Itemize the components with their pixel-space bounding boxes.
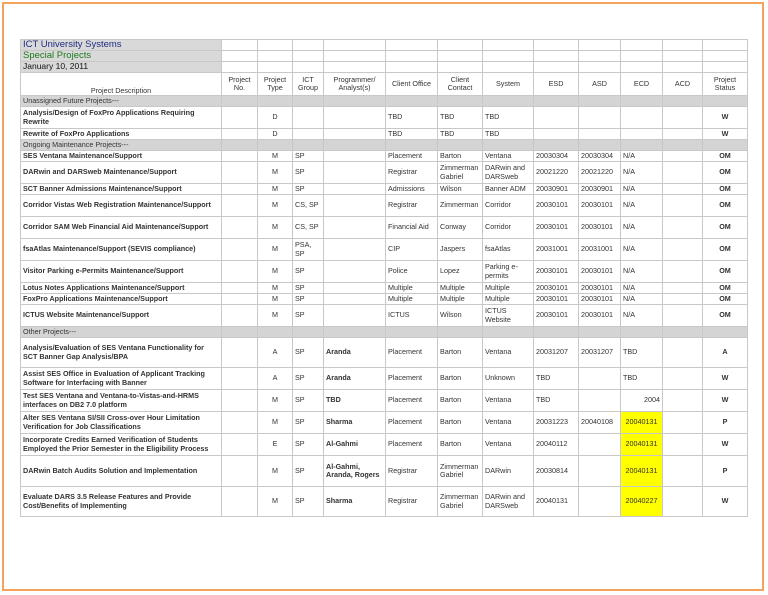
header-ecd: ECD xyxy=(621,73,663,96)
ict-group: SP xyxy=(293,261,324,283)
acd xyxy=(663,456,703,487)
esd: TBD xyxy=(534,390,579,412)
project-status: OM xyxy=(703,195,748,217)
system: TBD xyxy=(483,129,534,140)
project-status: P xyxy=(703,456,748,487)
esd: 20021220 xyxy=(534,162,579,184)
ict-group: SP xyxy=(293,390,324,412)
ecd: N/A xyxy=(621,162,663,184)
project-type: E xyxy=(258,434,293,456)
acd xyxy=(663,283,703,294)
ict-group: SP xyxy=(293,412,324,434)
ecd: 20040227 xyxy=(621,487,663,517)
client-contact: Zimmerman Gabriel xyxy=(438,487,483,517)
project-status: A xyxy=(703,338,748,368)
client-contact: Zimmerman Gabriel xyxy=(438,162,483,184)
project-no xyxy=(222,217,258,239)
client-contact: Multiple xyxy=(438,283,483,294)
project-description: SCT Banner Admissions Maintenance/Support xyxy=(21,184,222,195)
client-office: TBD xyxy=(386,107,438,129)
sheet-date: January 10, 2011 xyxy=(23,61,89,72)
client-office: Registrar xyxy=(386,487,438,517)
table-row xyxy=(21,338,748,368)
table-row xyxy=(21,184,748,195)
project-description: Rewrite of FoxPro Applications xyxy=(21,129,222,140)
project-type: M xyxy=(258,184,293,195)
table-row xyxy=(21,151,748,162)
project-type: A xyxy=(258,368,293,390)
client-office: Placement xyxy=(386,151,438,162)
ict-group: SP xyxy=(293,184,324,195)
client-office: Registrar xyxy=(386,456,438,487)
project-type: M xyxy=(258,294,293,305)
analyst xyxy=(324,184,386,195)
asd: 20031001 xyxy=(579,239,621,261)
client-contact: Barton xyxy=(438,151,483,162)
analyst xyxy=(324,294,386,305)
header-description: Project Description xyxy=(21,73,222,96)
ict-group xyxy=(293,107,324,129)
asd: 20030101 xyxy=(579,283,621,294)
project-status: W xyxy=(703,487,748,517)
client-office: Admissions xyxy=(386,184,438,195)
section-unassigned xyxy=(21,96,748,107)
system: Ventana xyxy=(483,434,534,456)
system: Multiple xyxy=(483,294,534,305)
project-no xyxy=(222,390,258,412)
header-row xyxy=(21,73,748,96)
ict-group: SP xyxy=(293,162,324,184)
ecd xyxy=(621,107,663,129)
acd xyxy=(663,239,703,261)
analyst xyxy=(324,129,386,140)
ecd: N/A xyxy=(621,305,663,327)
esd: 20030101 xyxy=(534,261,579,283)
ecd: N/A xyxy=(621,151,663,162)
system: DARwin xyxy=(483,456,534,487)
ecd: N/A xyxy=(621,195,663,217)
client-contact: Zimmerman xyxy=(438,195,483,217)
project-type: M xyxy=(258,487,293,517)
ecd: N/A xyxy=(621,184,663,195)
header-client-contact: Client Contact xyxy=(438,73,483,96)
project-no xyxy=(222,283,258,294)
system: ICTUS Website xyxy=(483,305,534,327)
project-status: OM xyxy=(703,184,748,195)
esd: 20040131 xyxy=(534,487,579,517)
project-no xyxy=(222,129,258,140)
table-row xyxy=(21,368,748,390)
acd xyxy=(663,368,703,390)
esd: 20030101 xyxy=(534,283,579,294)
client-contact: TBD xyxy=(438,107,483,129)
project-type: M xyxy=(258,239,293,261)
header-ict-group: ICT Group xyxy=(293,73,324,96)
project-description: Evaluate DARS 3.5 Release Features and Provide Cost/Benefits of Implementing xyxy=(21,487,222,517)
project-status: OM xyxy=(703,283,748,294)
project-type: M xyxy=(258,283,293,294)
acd xyxy=(663,129,703,140)
analyst: Sharma xyxy=(324,412,386,434)
table-row xyxy=(21,129,748,140)
asd xyxy=(579,390,621,412)
project-description: Analysis/Evaluation of SES Ventana Functionality for SCT Banner Gap Analysis/BPA xyxy=(21,338,222,368)
acd xyxy=(663,151,703,162)
acd xyxy=(663,487,703,517)
table-row xyxy=(21,456,748,487)
ict-group: PSA, SP xyxy=(293,239,324,261)
ecd: N/A xyxy=(621,217,663,239)
header-acd: ACD xyxy=(663,73,703,96)
ict-group: SP xyxy=(293,283,324,294)
project-type: D xyxy=(258,107,293,129)
table-row xyxy=(21,487,748,517)
system: Ventana xyxy=(483,390,534,412)
sheet-title: ICT University Systems xyxy=(23,39,122,50)
analyst xyxy=(324,305,386,327)
esd xyxy=(534,107,579,129)
ict-group: CS, SP xyxy=(293,217,324,239)
esd: 20030901 xyxy=(534,184,579,195)
client-contact: Lopez xyxy=(438,261,483,283)
project-description: Incorporate Credits Earned Verification of Students Employed the Prior Semester in the Eligibility Process xyxy=(21,434,222,456)
project-type: M xyxy=(258,456,293,487)
esd: 20031001 xyxy=(534,239,579,261)
project-no xyxy=(222,456,258,487)
ecd: N/A xyxy=(621,294,663,305)
table-row xyxy=(21,217,748,239)
project-type: M xyxy=(258,261,293,283)
ict-group: SP xyxy=(293,434,324,456)
asd: 20031207 xyxy=(579,338,621,368)
project-no xyxy=(222,151,258,162)
header-asd: ASD xyxy=(579,73,621,96)
table-row xyxy=(21,434,748,456)
project-status: W xyxy=(703,129,748,140)
ict-group: CS, SP xyxy=(293,195,324,217)
section-ongoing-label: Ongoing Maintenance Projects--- xyxy=(21,140,222,151)
project-description: Analysis/Design of FoxPro Applications Requiring Rewrite xyxy=(21,107,222,129)
header-client-office: Client Office xyxy=(386,73,438,96)
esd: 20030101 xyxy=(534,195,579,217)
asd: 20030101 xyxy=(579,305,621,327)
ecd: 20040131 xyxy=(621,434,663,456)
analyst: Al-Gahmi xyxy=(324,434,386,456)
ict-group: SP xyxy=(293,368,324,390)
project-type: M xyxy=(258,195,293,217)
client-contact: Barton xyxy=(438,434,483,456)
ict-group: SP xyxy=(293,487,324,517)
project-no xyxy=(222,412,258,434)
project-no xyxy=(222,294,258,305)
system: Unknown xyxy=(483,368,534,390)
project-description: DARwin Batch Audits Solution and Implementation xyxy=(21,456,222,487)
project-description: ICTUS Website Maintenance/Support xyxy=(21,305,222,327)
analyst xyxy=(324,239,386,261)
system: Ventana xyxy=(483,151,534,162)
ict-group: SP xyxy=(293,456,324,487)
client-contact: Barton xyxy=(438,412,483,434)
project-description: Lotus Notes Applications Maintenance/Support xyxy=(21,283,222,294)
acd xyxy=(663,162,703,184)
client-office: ICTUS xyxy=(386,305,438,327)
project-no xyxy=(222,107,258,129)
system: Multiple xyxy=(483,283,534,294)
header-analyst: Programmer/ Analyst(s) xyxy=(324,73,386,96)
project-type: M xyxy=(258,217,293,239)
analyst: Al-Gahmi, Aranda, Rogers xyxy=(324,456,386,487)
client-contact: Multiple xyxy=(438,294,483,305)
analyst xyxy=(324,107,386,129)
project-no xyxy=(222,184,258,195)
asd: 20030901 xyxy=(579,184,621,195)
section-ongoing xyxy=(21,140,748,151)
project-status: OM xyxy=(703,294,748,305)
project-status: P xyxy=(703,412,748,434)
asd: 20030101 xyxy=(579,261,621,283)
asd: 20021220 xyxy=(579,162,621,184)
project-type: M xyxy=(258,151,293,162)
project-status: W xyxy=(703,390,748,412)
acd xyxy=(663,184,703,195)
ict-group: SP xyxy=(293,294,324,305)
project-no xyxy=(222,239,258,261)
asd xyxy=(579,129,621,140)
client-contact: Wilson xyxy=(438,184,483,195)
project-type: M xyxy=(258,162,293,184)
ecd: 20040131 xyxy=(621,456,663,487)
project-description: Test SES Ventana and Ventana-to-Vistas-and-HRMS interfaces on DB2 7.0 platform xyxy=(21,390,222,412)
ecd: TBD xyxy=(621,338,663,368)
system: Ventana xyxy=(483,338,534,368)
client-contact: Barton xyxy=(438,338,483,368)
header-system: System xyxy=(483,73,534,96)
esd: 20030101 xyxy=(534,305,579,327)
table-row xyxy=(21,239,748,261)
esd: 20031223 xyxy=(534,412,579,434)
project-description: Assist SES Office in Evaluation of Applicant Tracking Software for Interfacing with Banner xyxy=(21,368,222,390)
project-type: A xyxy=(258,338,293,368)
asd: 20040108 xyxy=(579,412,621,434)
table-row xyxy=(21,261,748,283)
header-project-type: Project Type xyxy=(258,73,293,96)
table-row xyxy=(21,283,748,294)
ecd: 2004 xyxy=(621,390,663,412)
project-no xyxy=(222,434,258,456)
client-contact: TBD xyxy=(438,129,483,140)
asd: 20030101 xyxy=(579,217,621,239)
project-type: M xyxy=(258,412,293,434)
esd: 20030814 xyxy=(534,456,579,487)
ict-group: SP xyxy=(293,338,324,368)
project-status: W xyxy=(703,107,748,129)
title-cell xyxy=(21,40,222,51)
esd: 20030304 xyxy=(534,151,579,162)
project-description: Corridor Vistas Web Registration Maintenance/Support xyxy=(21,195,222,217)
analyst: Aranda xyxy=(324,338,386,368)
project-no xyxy=(222,305,258,327)
project-description: Alter SES Ventana SI/SII Cross-over Hour Limitation Verification for Job Classifications xyxy=(21,412,222,434)
client-office: Registrar xyxy=(386,195,438,217)
project-no xyxy=(222,487,258,517)
acd xyxy=(663,195,703,217)
project-status: W xyxy=(703,434,748,456)
project-description: Corridor SAM Web Financial Aid Maintenance/Support xyxy=(21,217,222,239)
client-contact: Zimmerman Gabriel xyxy=(438,456,483,487)
asd xyxy=(579,487,621,517)
project-status: OM xyxy=(703,239,748,261)
acd xyxy=(663,338,703,368)
ecd: N/A xyxy=(621,283,663,294)
client-contact: Conway xyxy=(438,217,483,239)
system: Ventana xyxy=(483,412,534,434)
client-office: TBD xyxy=(386,129,438,140)
analyst: Sharma xyxy=(324,487,386,517)
analyst xyxy=(324,283,386,294)
esd xyxy=(534,129,579,140)
client-contact: Barton xyxy=(438,368,483,390)
section-other-label: Other Projects--- xyxy=(21,327,222,338)
section-other xyxy=(21,327,748,338)
client-office: Placement xyxy=(386,390,438,412)
client-office: Financial Aid xyxy=(386,217,438,239)
table-row xyxy=(21,294,748,305)
ecd: N/A xyxy=(621,261,663,283)
asd xyxy=(579,107,621,129)
client-contact: Jaspers xyxy=(438,239,483,261)
client-office: Placement xyxy=(386,412,438,434)
project-table xyxy=(20,39,748,517)
client-contact: Wilson xyxy=(438,305,483,327)
project-no xyxy=(222,261,258,283)
acd xyxy=(663,107,703,129)
analyst xyxy=(324,217,386,239)
section-unassigned-label: Unassigned Future Projects--- xyxy=(21,96,222,107)
client-office: Multiple xyxy=(386,294,438,305)
ecd xyxy=(621,129,663,140)
acd xyxy=(663,217,703,239)
header-esd: ESD xyxy=(534,73,579,96)
asd xyxy=(579,456,621,487)
project-type: M xyxy=(258,305,293,327)
client-office: Placement xyxy=(386,368,438,390)
project-status: OM xyxy=(703,162,748,184)
project-description: fsaAtlas Maintenance/Support (SEVIS compliance) xyxy=(21,239,222,261)
acd xyxy=(663,390,703,412)
table-row xyxy=(21,390,748,412)
table-row xyxy=(21,162,748,184)
project-no xyxy=(222,338,258,368)
ict-group: SP xyxy=(293,151,324,162)
project-no xyxy=(222,162,258,184)
esd: TBD xyxy=(534,368,579,390)
acd xyxy=(663,261,703,283)
asd xyxy=(579,368,621,390)
client-office: Registrar xyxy=(386,162,438,184)
acd xyxy=(663,305,703,327)
analyst: Aranda xyxy=(324,368,386,390)
table-row xyxy=(21,305,748,327)
project-no xyxy=(222,195,258,217)
project-type: M xyxy=(258,390,293,412)
sheet-subtitle: Special Projects xyxy=(23,50,92,61)
asd xyxy=(579,434,621,456)
system: DARwin and DARSweb xyxy=(483,162,534,184)
system: Banner ADM xyxy=(483,184,534,195)
esd: 20030101 xyxy=(534,217,579,239)
asd: 20030101 xyxy=(579,195,621,217)
table-row xyxy=(21,195,748,217)
analyst xyxy=(324,151,386,162)
table-row xyxy=(21,412,748,434)
client-office: Police xyxy=(386,261,438,283)
asd: 20030304 xyxy=(579,151,621,162)
ict-group: SP xyxy=(293,305,324,327)
ecd: 20040131 xyxy=(621,412,663,434)
system: DARwin and DARSweb xyxy=(483,487,534,517)
project-no xyxy=(222,368,258,390)
system: Parking e-permits xyxy=(483,261,534,283)
client-contact: Barton xyxy=(438,390,483,412)
client-office: Multiple xyxy=(386,283,438,294)
ecd: TBD xyxy=(621,368,663,390)
acd xyxy=(663,412,703,434)
project-description: SES Ventana Maintenance/Support xyxy=(21,151,222,162)
system: Corridor xyxy=(483,195,534,217)
esd: 20031207 xyxy=(534,338,579,368)
table-row xyxy=(21,107,748,129)
project-description: Visitor Parking e-Permits Maintenance/Support xyxy=(21,261,222,283)
system: TBD xyxy=(483,107,534,129)
asd: 20030101 xyxy=(579,294,621,305)
analyst xyxy=(324,261,386,283)
analyst: TBD xyxy=(324,390,386,412)
client-office: CIP xyxy=(386,239,438,261)
project-status: OM xyxy=(703,151,748,162)
project-status: W xyxy=(703,368,748,390)
esd: 20030101 xyxy=(534,294,579,305)
acd xyxy=(663,294,703,305)
system: fsaAtlas xyxy=(483,239,534,261)
project-type: D xyxy=(258,129,293,140)
client-office: Placement xyxy=(386,434,438,456)
project-description: DARwin and DARSweb Maintenance/Support xyxy=(21,162,222,184)
header-project-no: Project No. xyxy=(222,73,258,96)
ict-group xyxy=(293,129,324,140)
system: Corridor xyxy=(483,217,534,239)
acd xyxy=(663,434,703,456)
header-status: Project Status xyxy=(703,73,748,96)
project-status: OM xyxy=(703,261,748,283)
analyst xyxy=(324,162,386,184)
project-status: OM xyxy=(703,305,748,327)
ecd: N/A xyxy=(621,239,663,261)
esd: 20040112 xyxy=(534,434,579,456)
client-office: Placement xyxy=(386,338,438,368)
project-status: OM xyxy=(703,217,748,239)
project-description: FoxPro Applications Maintenance/Support xyxy=(21,294,222,305)
analyst xyxy=(324,195,386,217)
